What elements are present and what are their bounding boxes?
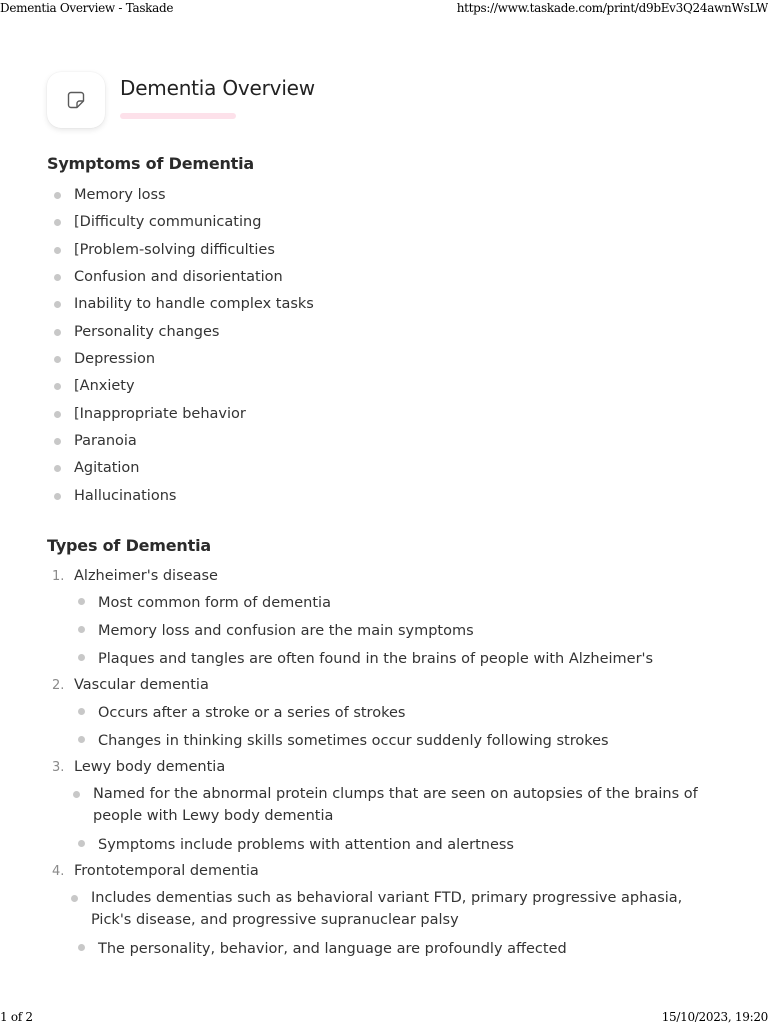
document-title[interactable]: Dementia Overview [120, 76, 315, 100]
sub-list-item[interactable]: Includes dementias such as behavioral variant FTD, primary progressive aphasia, Pick's disease, and progressive supranuclear palsy [47, 887, 727, 933]
list-number: 1. [52, 569, 65, 584]
numbered-item-row[interactable] [47, 677, 727, 699]
numbered-list-item [47, 759, 727, 853]
title-underline [120, 113, 236, 119]
symptoms-list [47, 185, 314, 513]
sub-list-item[interactable]: Occurs after a stroke or a series of strokes [47, 700, 727, 728]
list-item[interactable]: Paranoia [47, 431, 314, 458]
bullet-dot-icon [78, 598, 85, 605]
bullet-dot-icon [54, 219, 61, 226]
list-item[interactable]: Personality changes [47, 322, 314, 349]
sub-list-item[interactable]: Plaques and tangles are often found in the brains of people with Alzheimer's [47, 646, 727, 674]
sub-list-item[interactable]: The personality, behavior, and language are profoundly affected [47, 936, 727, 964]
list-item[interactable]: [Inappropriate behavior [47, 404, 314, 431]
print-header-url: https://www.taskade.com/print/d9bEv3Q24awnWsLW [456, 1, 768, 15]
numbered-item-row[interactable] [47, 759, 727, 781]
bullet-dot-icon [78, 626, 85, 633]
bullet-dot-icon [54, 247, 61, 254]
numbered-item-label: Vascular dementia [74, 677, 209, 693]
list-item[interactable]: Agitation [47, 458, 314, 485]
document-title-block [47, 70, 727, 130]
list-item[interactable]: [Problem-solving difficulties [47, 240, 314, 267]
bullet-dot-icon [54, 493, 61, 500]
numbered-list-item [47, 568, 727, 667]
bullet-dot-icon [54, 438, 61, 445]
list-item[interactable]: [Anxiety [47, 376, 314, 403]
bullet-dot-icon [54, 329, 61, 336]
list-number: 3. [52, 760, 65, 775]
bullet-dot-icon [54, 383, 61, 390]
bullet-dot-icon [54, 192, 61, 199]
print-footer-page-number: 1 of 2 [0, 1010, 33, 1024]
print-header-title: Dementia Overview - Taskade [0, 1, 174, 15]
bullet-dot-icon [78, 736, 85, 743]
bullet-dot-icon [71, 895, 78, 902]
bullet-dot-icon [54, 356, 61, 363]
bullet-dot-icon [78, 840, 85, 847]
sub-list-item[interactable]: Memory loss and confusion are the main symptoms [47, 618, 727, 646]
numbered-item-label: Lewy body dementia [74, 759, 226, 775]
list-item[interactable]: [Difficulty communicating [47, 212, 314, 239]
section-heading-symptoms[interactable]: Symptoms of Dementia [47, 154, 254, 173]
sub-list-item[interactable]: Symptoms include problems with attention and alertness [47, 832, 727, 860]
list-item[interactable]: Depression [47, 349, 314, 376]
bullet-dot-icon [73, 791, 80, 798]
bullet-dot-icon [54, 411, 61, 418]
list-item[interactable]: Hallucinations [47, 486, 314, 513]
bullet-dot-icon [78, 654, 85, 661]
numbered-item-row[interactable] [47, 863, 727, 885]
list-item[interactable]: Confusion and disorientation [47, 267, 314, 294]
numbered-item-row[interactable] [47, 568, 727, 590]
list-item[interactable]: Memory loss [47, 185, 314, 212]
list-item[interactable]: Inability to handle complex tasks [47, 294, 314, 321]
list-number: 4. [52, 864, 65, 879]
bullet-dot-icon [54, 301, 61, 308]
numbered-item-label: Alzheimer's disease [74, 568, 218, 584]
page-curl-icon [64, 88, 88, 112]
print-footer-datetime: 15/10/2023, 19:20 [661, 1010, 768, 1024]
bullet-dot-icon [78, 708, 85, 715]
bullet-dot-icon [54, 465, 61, 472]
section-heading-types[interactable]: Types of Dementia [47, 536, 211, 555]
numbered-item-label: Frontotemporal dementia [74, 863, 259, 879]
project-icon[interactable] [47, 72, 105, 128]
bullet-dot-icon [54, 274, 61, 281]
numbered-list-item [47, 863, 727, 957]
numbered-list-item [47, 677, 727, 749]
list-number: 2. [52, 678, 65, 693]
sub-list-item[interactable]: Most common form of dementia [47, 590, 727, 618]
sub-list-item[interactable]: Changes in thinking skills sometimes occur suddenly following strokes [47, 728, 727, 756]
sub-list-item[interactable]: Named for the abnormal protein clumps that are seen on autopsies of the brains of people with Lewy body dementia [47, 783, 727, 829]
bullet-dot-icon [78, 944, 85, 951]
